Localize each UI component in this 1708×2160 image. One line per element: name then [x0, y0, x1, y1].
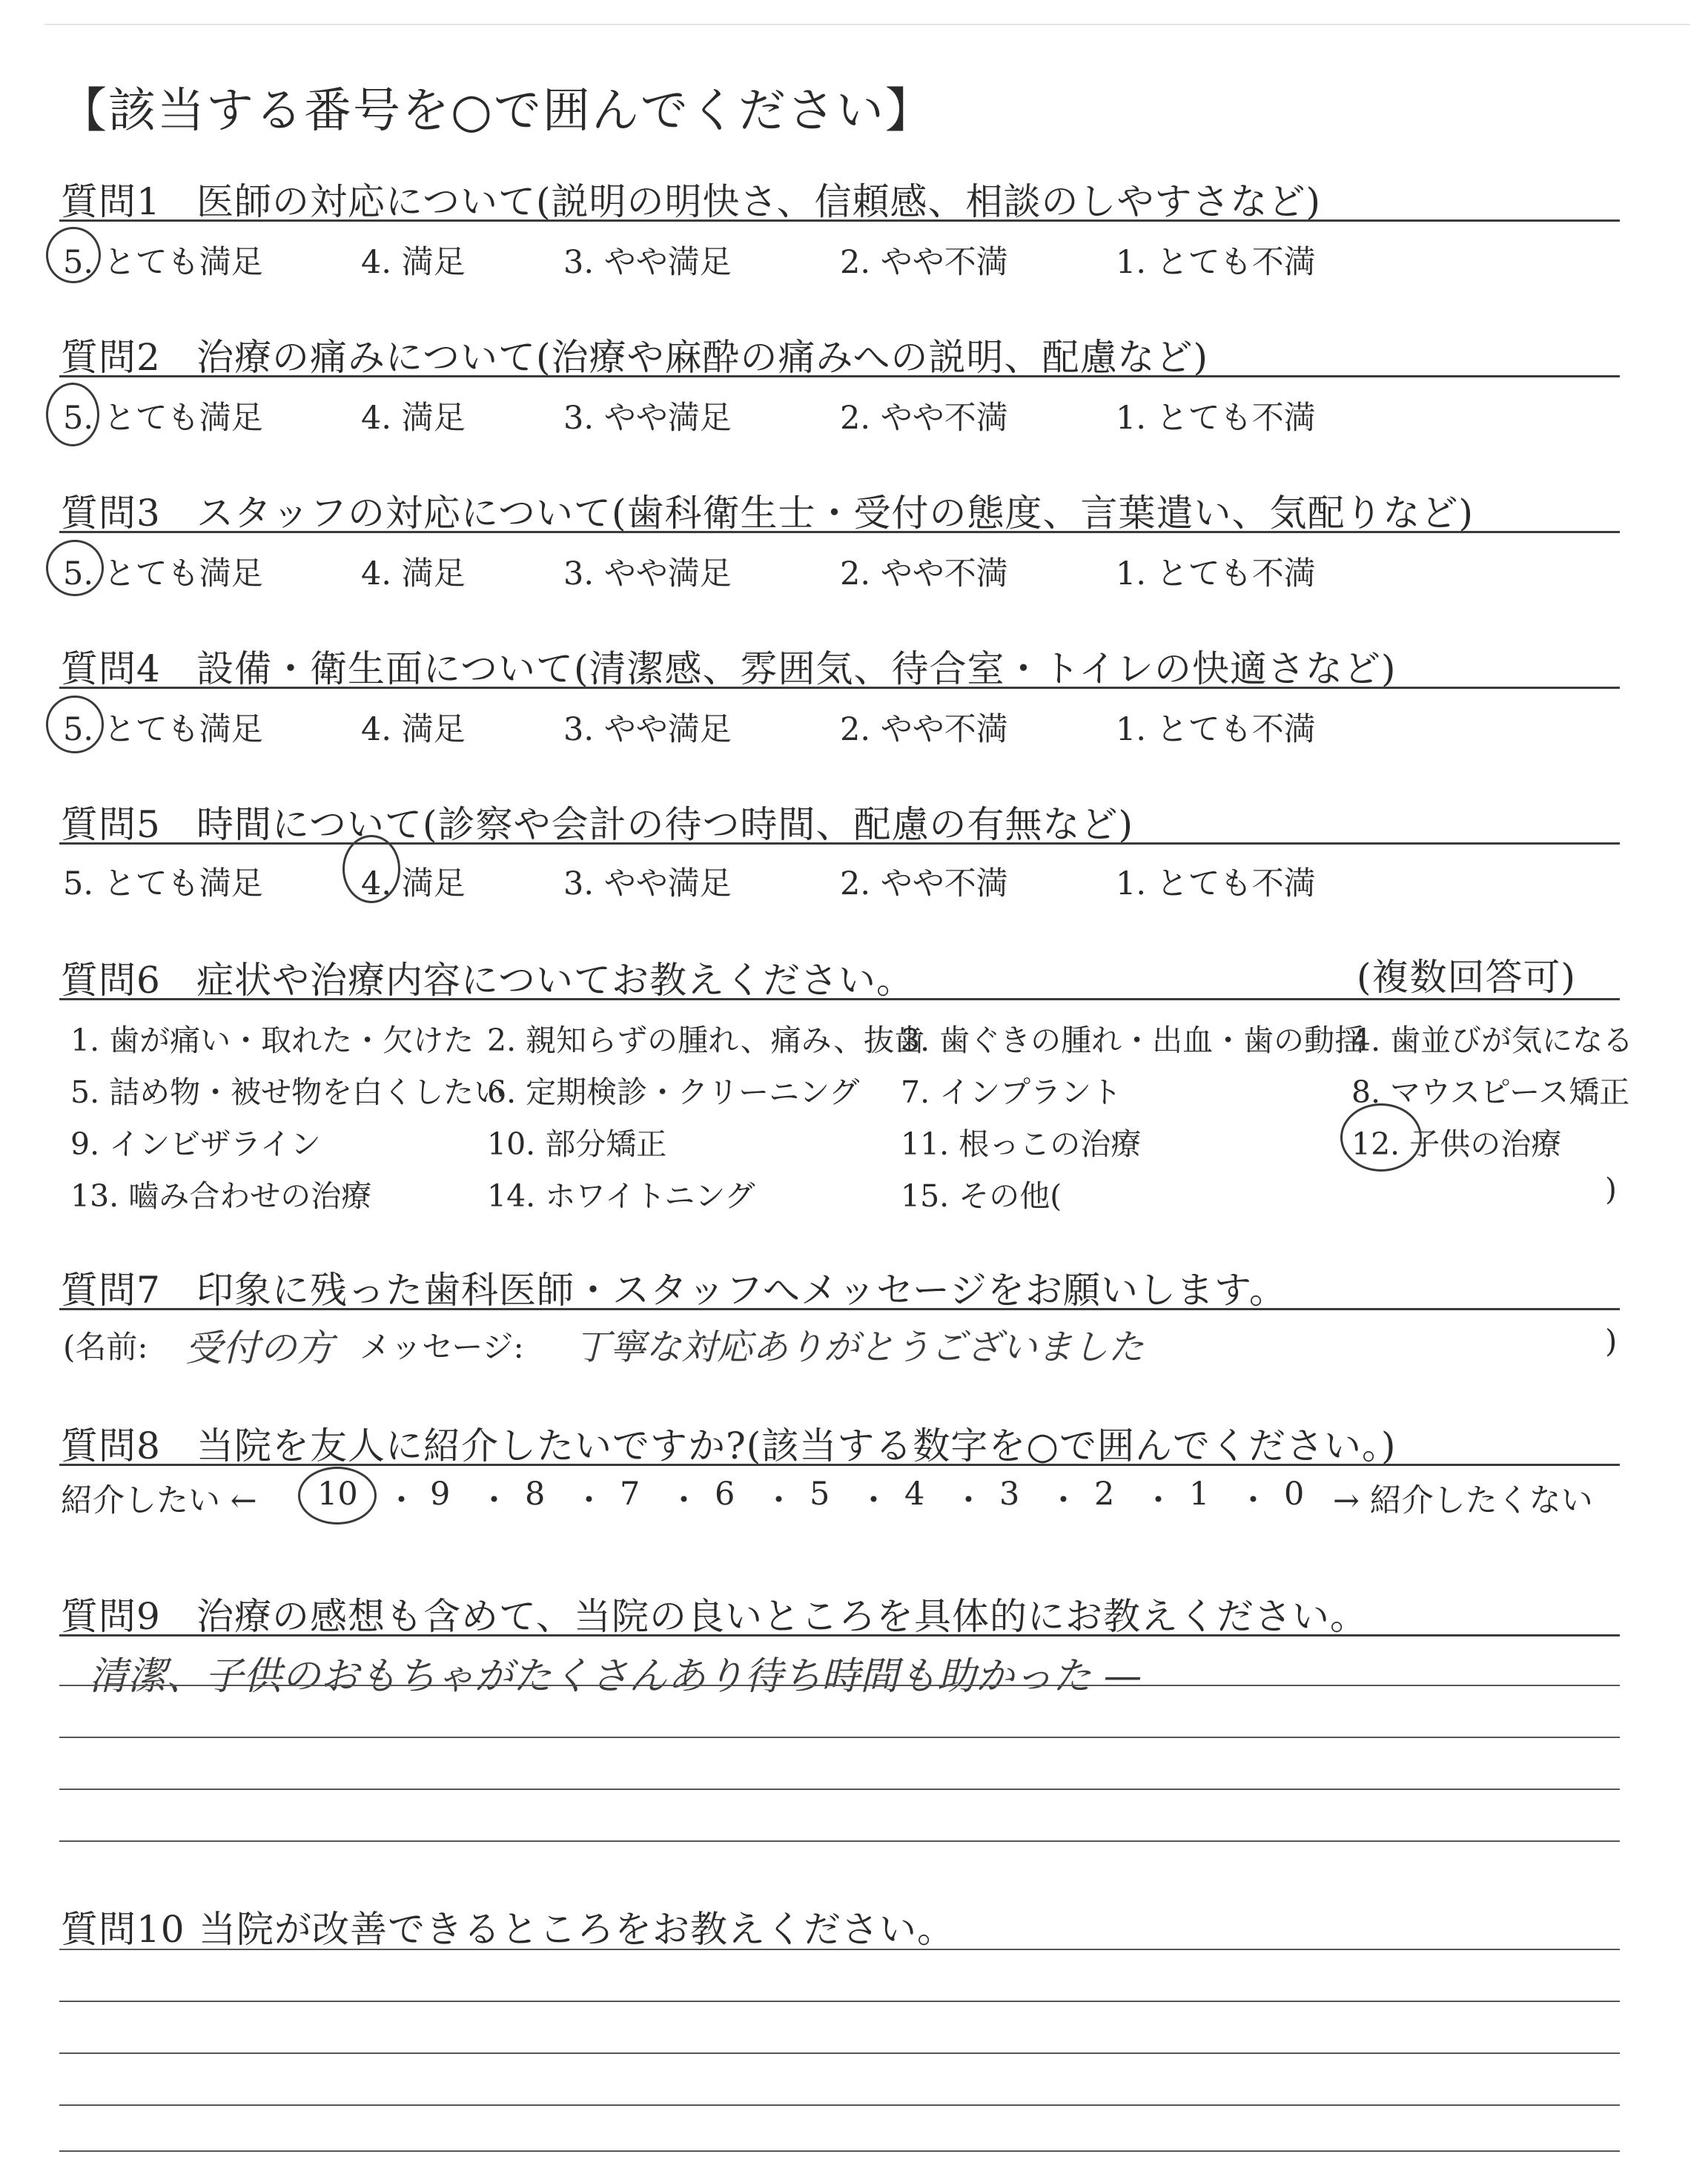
checklist-item[interactable]: 12. 子供の治療	[1351, 1126, 1562, 1162]
selection-circle-mark	[46, 227, 101, 283]
scale-separator: ・	[1237, 1482, 1269, 1519]
question-text: 治療の痛みについて(治療や麻酔の痛みへの説明、配慮など)	[196, 336, 1209, 379]
scale-option-10[interactable]: 10	[317, 1476, 358, 1513]
other-close-paren: )	[1605, 1172, 1617, 1207]
scale-option-7[interactable]: 7	[620, 1476, 640, 1513]
option-2[interactable]: 2. やや不満	[840, 865, 1008, 902]
scale-option-3[interactable]: 3	[999, 1476, 1020, 1513]
checklist-item[interactable]: 6. 定期検診・クリーニング	[487, 1074, 860, 1110]
scale-option-8[interactable]: 8	[525, 1476, 546, 1513]
divider	[59, 842, 1620, 845]
question-text: 症状や治療内容についてお教えください。	[196, 959, 914, 1002]
checklist-item[interactable]: 5. 詰め物・被せ物を白くしたい	[70, 1074, 505, 1110]
option-3[interactable]: 3. やや満足	[563, 400, 732, 437]
scale-option-9[interactable]: 9	[430, 1476, 451, 1513]
selection-circle-mark	[46, 540, 104, 596]
message-close-paren: )	[1605, 1323, 1618, 1359]
scale-option-2[interactable]: 2	[1094, 1476, 1115, 1513]
question-label: 質問4	[61, 647, 161, 690]
checklist-item[interactable]: 9. インビザライン	[70, 1126, 321, 1162]
divider	[59, 687, 1620, 689]
recommend-right-label: → 紹介したくない	[1333, 1482, 1593, 1519]
message-handwritten-value[interactable]: 丁寧な対応ありがとうございました	[575, 1327, 1145, 1368]
scale-separator: ・	[953, 1482, 984, 1519]
question-text: 時間について(診察や会計の待つ時間、配慮の有無など)	[196, 803, 1134, 846]
option-5[interactable]: 5. とても満足	[63, 400, 263, 437]
option-3[interactable]: 3. やや満足	[563, 865, 732, 902]
question-text: 設備・衛生面について(清潔感、雰囲気、待合室・トイレの快適さなど)	[196, 647, 1397, 690]
question-label: 質問7	[61, 1269, 161, 1312]
answer-line	[59, 1737, 1620, 1738]
checklist-item[interactable]: 13. 嚙み合わせの治療	[70, 1178, 372, 1214]
option-1[interactable]: 1. とても不満	[1116, 400, 1316, 437]
scale-separator: ・	[573, 1482, 605, 1519]
answer-line	[59, 1685, 1620, 1686]
divider	[59, 1308, 1620, 1310]
option-2[interactable]: 2. やや不満	[840, 711, 1008, 748]
option-4[interactable]: 4. 満足	[361, 400, 466, 437]
question-label: 質問3	[61, 492, 161, 535]
checklist-item[interactable]: 2. 親知らずの腫れ、痛み、抜歯	[487, 1023, 925, 1058]
scale-separator: ・	[1142, 1482, 1174, 1519]
question-label: 質問5	[61, 803, 161, 846]
answer-line	[59, 2150, 1620, 2152]
scale-separator: ・	[668, 1482, 700, 1519]
option-5[interactable]: 5. とても満足	[63, 244, 263, 281]
question-label: 質問10	[61, 1908, 185, 1951]
checklist-item[interactable]: 14. ホワイトニング	[487, 1178, 755, 1214]
option-1[interactable]: 1. とても不満	[1116, 711, 1316, 748]
recommend-left-label: 紹介したい ←	[61, 1482, 257, 1519]
multiple-answer-note: (複数回答可)	[1357, 956, 1577, 999]
option-2[interactable]: 2. やや不満	[840, 244, 1008, 281]
answer-line	[59, 2001, 1620, 2002]
option-1[interactable]: 1. とても不満	[1116, 244, 1316, 281]
question-text: 医師の対応について(説明の明快さ、信頼感、相談のしやすさなど)	[196, 180, 1322, 223]
scale-option-5[interactable]: 5	[810, 1476, 830, 1513]
question-text: 当院を友人に紹介したいですか?(該当する数字を○で囲んでください。)	[196, 1424, 1397, 1467]
option-5[interactable]: 5. とても満足	[63, 865, 263, 902]
selection-circle-mark	[1340, 1103, 1422, 1172]
checklist-item[interactable]: 3. 歯ぐきの腫れ・出血・歯の動揺	[901, 1023, 1366, 1058]
scale-option-1[interactable]: 1	[1189, 1476, 1210, 1513]
scale-separator: ・	[858, 1482, 890, 1519]
answer-line	[59, 1789, 1620, 1790]
checklist-item[interactable]: 11. 根っこの治療	[901, 1126, 1142, 1162]
checklist-item[interactable]: 7. インプラント	[901, 1074, 1122, 1110]
scale-separator: ・	[763, 1482, 795, 1519]
answer-line	[59, 2104, 1620, 2106]
selection-circle-mark	[46, 383, 99, 446]
option-2[interactable]: 2. やや不満	[840, 400, 1008, 437]
option-4[interactable]: 4. 満足	[361, 244, 466, 281]
name-label: (名前:	[63, 1329, 148, 1365]
page-top-border	[44, 24, 1690, 25]
option-5[interactable]: 5. とても満足	[63, 711, 263, 748]
question-label: 質問8	[61, 1424, 161, 1467]
form-header: 【該当する番号を○で囲んでください】	[59, 84, 934, 139]
answer-line	[59, 1840, 1620, 1842]
checklist-item[interactable]: 1. 歯が痛い・取れた・欠けた	[70, 1023, 474, 1058]
scale-separator: ・	[1047, 1482, 1079, 1519]
answer-line	[59, 2052, 1620, 2054]
option-1[interactable]: 1. とても不満	[1116, 555, 1316, 592]
selection-circle-mark	[298, 1467, 377, 1525]
divider	[59, 1634, 1620, 1636]
checklist-item[interactable]: 10. 部分矯正	[487, 1126, 667, 1162]
option-3[interactable]: 3. やや満足	[563, 555, 732, 592]
scale-option-4[interactable]: 4	[904, 1476, 925, 1513]
question-label: 質問2	[61, 336, 161, 379]
question-text: 当院が改善できるところをお教えください。	[199, 1908, 955, 1951]
selection-circle-mark	[342, 835, 400, 903]
option-5[interactable]: 5. とても満足	[63, 555, 263, 592]
question-label: 質問9	[61, 1595, 161, 1638]
answer-line	[59, 1949, 1620, 1950]
scale-option-6[interactable]: 6	[715, 1476, 735, 1513]
checklist-item-other[interactable]: 15. その他(	[901, 1178, 1062, 1214]
option-4[interactable]: 4. 満足	[361, 555, 466, 592]
selection-circle-mark	[46, 696, 104, 753]
scale-option-0[interactable]: 0	[1284, 1476, 1305, 1513]
message-label: メッセージ:	[360, 1329, 524, 1365]
question-text: スタッフの対応について(歯科衛生士・受付の態度、言葉遣い、気配りなど)	[196, 492, 1474, 535]
checklist-item[interactable]: 4. 歯並びが気になる	[1351, 1023, 1634, 1058]
handwritten-answer[interactable]: 清潔、子供のおもちゃがたくさんあり待ち時間も助かった —	[89, 1654, 1142, 1699]
option-4[interactable]: 4. 満足	[361, 711, 466, 748]
question-text: 治療の感想も含めて、当院の良いところを具体的にお教えください。	[196, 1595, 1368, 1638]
divider	[59, 998, 1620, 1000]
divider	[59, 1464, 1620, 1466]
option-4[interactable]: 4. 満足	[361, 865, 466, 902]
divider	[59, 219, 1620, 222]
name-handwritten-value[interactable]: 受付の方	[185, 1327, 334, 1370]
question-text: 印象に残った歯科医師・スタッフへメッセージをお願いします。	[196, 1269, 1287, 1312]
divider	[59, 531, 1620, 533]
option-2[interactable]: 2. やや不満	[840, 555, 1008, 592]
divider	[59, 375, 1620, 377]
scale-separator: ・	[478, 1482, 510, 1519]
question-label: 質問6	[61, 959, 161, 1002]
option-3[interactable]: 3. やや満足	[563, 244, 732, 281]
checklist-item[interactable]: 8. マウスピース矯正	[1351, 1074, 1630, 1110]
scale-separator: ・	[385, 1482, 417, 1519]
question-label: 質問1	[61, 180, 161, 223]
option-1[interactable]: 1. とても不満	[1116, 865, 1316, 902]
option-3[interactable]: 3. やや満足	[563, 711, 732, 748]
